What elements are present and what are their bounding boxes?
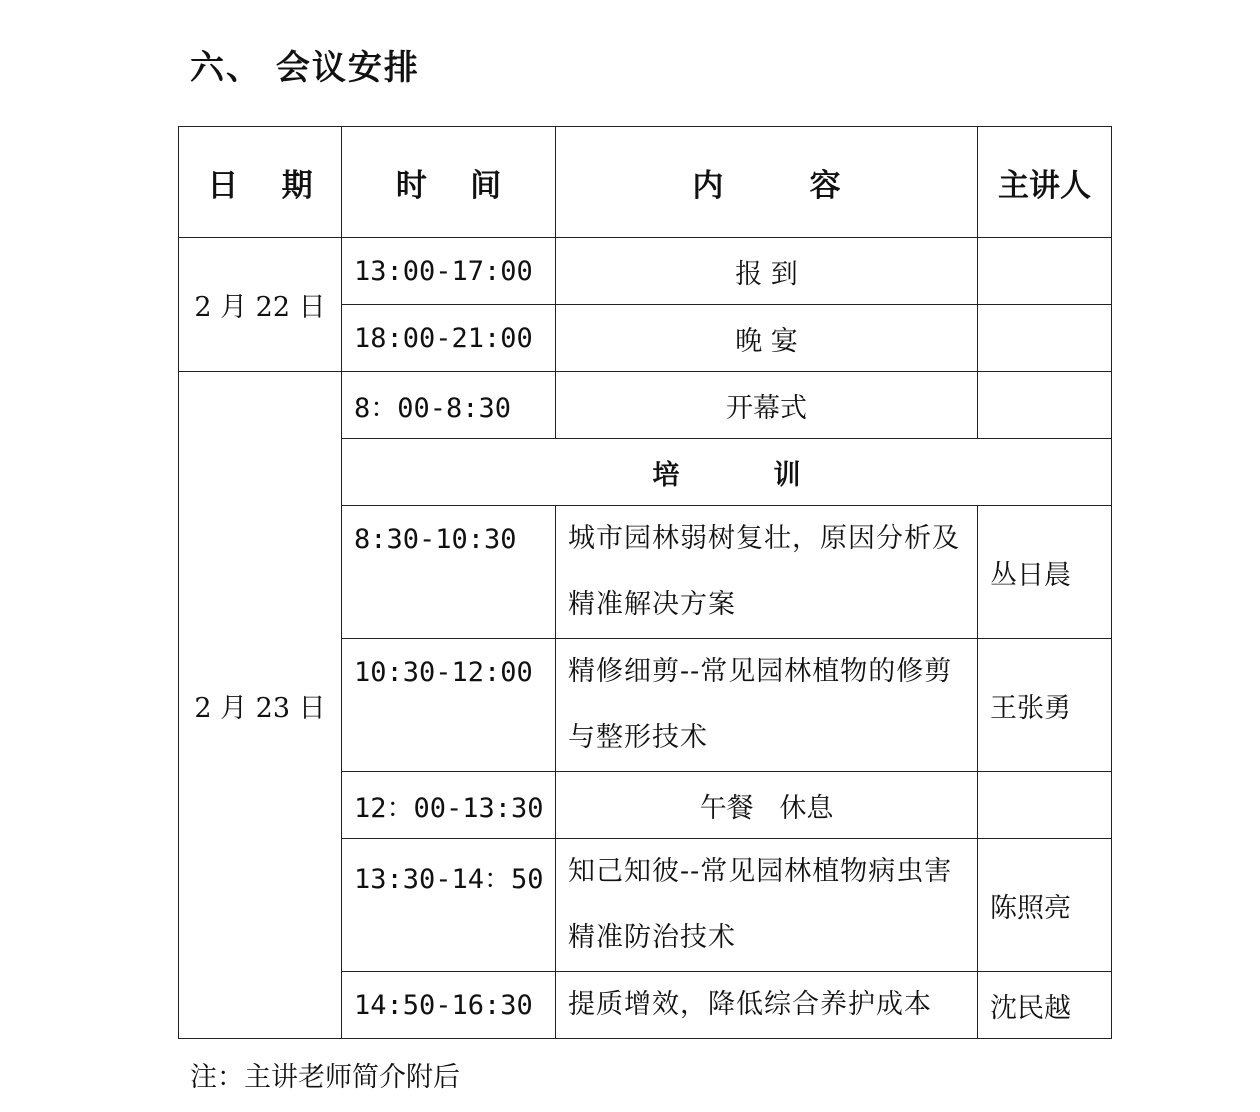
header-time: 时 间 [342, 127, 556, 238]
table-header-row [179, 127, 1112, 238]
time-cell: 14:50-16:30 [342, 972, 556, 1039]
content-cell: 午餐 休息 [556, 772, 978, 839]
speaker-cell [978, 238, 1112, 305]
content-cell: 知己知彼--常见园林植物病虫害精准防治技术 [556, 839, 978, 972]
header-speaker: 主讲人 [978, 127, 1112, 238]
table-row [179, 372, 1112, 439]
section-title: 六、 会议安排 [190, 48, 420, 88]
speaker-cell [978, 772, 1112, 839]
content-cell: 精修细剪--常见园林植物的修剪与整形技术 [556, 639, 978, 772]
time-cell: 8：00-8:30 [342, 372, 556, 439]
speaker-cell: 陈照亮 [978, 839, 1112, 972]
meeting-schedule-table [178, 126, 1112, 1039]
header-content: 内 容 [556, 127, 978, 238]
header-date: 日 期 [179, 127, 342, 238]
footnote: 注：主讲老师简介附后 [190, 1062, 460, 1093]
time-cell: 12：00-13:30 [342, 772, 556, 839]
date-cell-day2: 2 月 23 日 [179, 372, 342, 1039]
time-cell: 18:00-21:00 [342, 305, 556, 372]
content-cell: 开幕式 [556, 372, 978, 439]
time-cell: 10:30-12:00 [342, 639, 556, 772]
content-cell: 城市园林弱树复壮，原因分析及精准解决方案 [556, 506, 978, 639]
time-cell: 8:30-10:30 [342, 506, 556, 639]
speaker-cell: 丛日晨 [978, 506, 1112, 639]
time-cell: 13:30-14：50 [342, 839, 556, 972]
date-cell-day1: 2 月 22 日 [179, 238, 342, 372]
time-cell: 13:00-17:00 [342, 238, 556, 305]
speaker-cell: 王张勇 [978, 639, 1112, 772]
content-cell: 提质增效，降低综合养护成本 [556, 972, 978, 1039]
speaker-cell [978, 372, 1112, 439]
content-cell: 报 到 [556, 238, 978, 305]
table-row [179, 238, 1112, 305]
training-section-label: 培 训 [342, 439, 1112, 506]
speaker-cell: 沈民越 [978, 972, 1112, 1039]
speaker-cell [978, 305, 1112, 372]
content-cell: 晚 宴 [556, 305, 978, 372]
